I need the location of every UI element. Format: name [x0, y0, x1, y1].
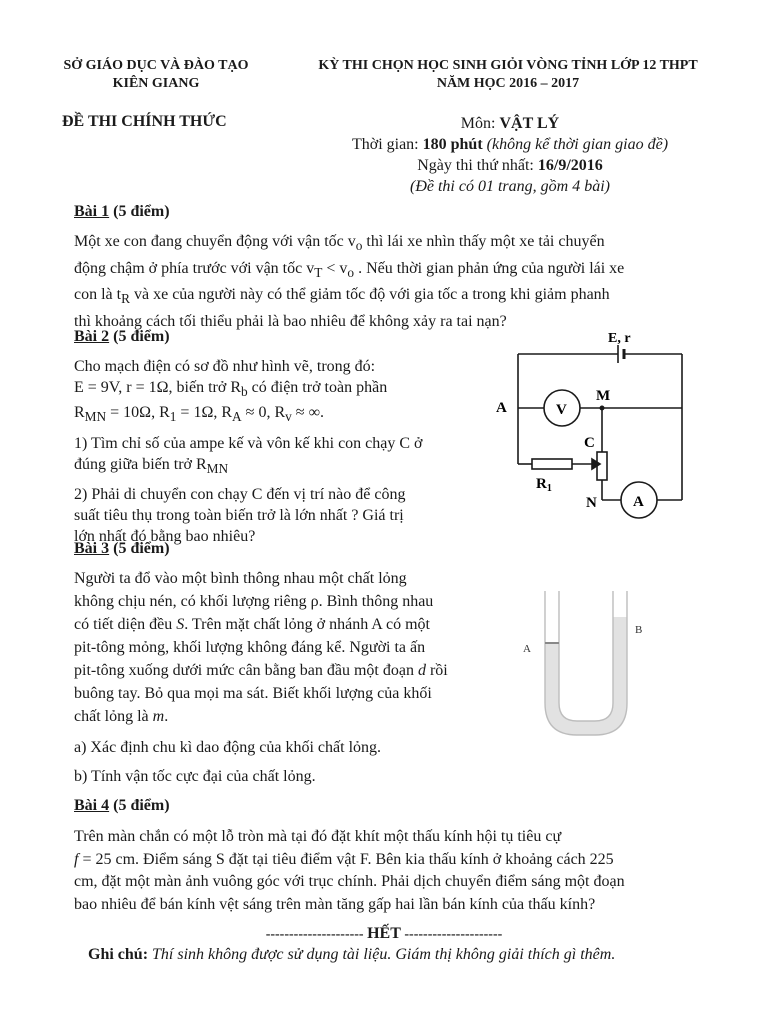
pages-note: (Đề thi có 01 trang, gồm 4 bài) — [410, 178, 610, 195]
problem-4-text — [74, 826, 699, 916]
label-voltmeter: V — [556, 402, 567, 418]
subscript: MN — [84, 409, 107, 425]
variable-s: S — [176, 616, 185, 633]
problem-4-points: (5 điểm) — [113, 797, 170, 814]
problem-3-line-5 — [74, 659, 506, 682]
text-run: < v — [322, 259, 348, 277]
date-line — [300, 155, 720, 176]
footer-note — [88, 946, 615, 964]
time-value: 180 phút — [422, 136, 483, 153]
official-exam-label: ĐỀ THI CHÍNH THỨC — [62, 113, 227, 130]
text-run: thì lái xe nhìn thấy một xe tải chuyển — [362, 233, 605, 250]
variable-f: f — [74, 850, 79, 868]
problem-4-name: Bài 4 — [74, 797, 110, 814]
text-run: = 25 cm. Điểm sáng S đặt tại tiêu điểm vật F. Bên kia thấu kính ở khoảng cách 225 — [78, 850, 614, 868]
problem-2-question-2-line-1: 2) Phải di chuyển con chạy C đến vị trí nào để công — [74, 485, 406, 503]
department-line-2: KIÊN GIANG — [112, 76, 200, 91]
problem-3-line-6: buông tay. Bỏ qua mọi ma sát. Biết khối lượng của khối — [74, 685, 432, 702]
end-dashes-left: --------------------- — [265, 927, 364, 942]
problem-3-line-3 — [74, 613, 506, 636]
text-run: . — [164, 708, 169, 725]
problem-4-line-3: cm, đặt một màn ảnh vuông góc với trục chính. Phải dịch chuyển điểm sáng một đoạn — [74, 873, 625, 890]
label-node-a: A — [496, 400, 507, 416]
text-run: đúng giữa biến trở R — [74, 456, 207, 474]
text-run: E = 9V, r = 1Ω, biến trở R — [74, 379, 241, 396]
problem-3-line-7 — [74, 705, 506, 728]
text-run: . Trên mặt chất lỏng ở nhánh A có một — [184, 616, 430, 633]
problem-1-line-1 — [74, 231, 696, 258]
time-note: (không kể thời gian giao đề) — [486, 136, 669, 153]
label-r1-sub: 1 — [546, 483, 552, 494]
variable-m: m — [152, 708, 165, 725]
subscript: T — [314, 264, 323, 280]
text-run: chất lỏng là — [74, 708, 153, 725]
problem-2-line-3 — [74, 402, 474, 427]
subject-line — [300, 113, 720, 134]
problem-1-line-2 — [74, 258, 696, 285]
problem-2-name: Bài 2 — [74, 328, 110, 345]
text-run: ≈ ∞. — [291, 404, 324, 422]
label-r1-main: R — [536, 476, 547, 492]
problem-2-question-1-line-2 — [74, 454, 474, 479]
exam-title: KỲ THI CHỌN HỌC SINH GIỎI VÒNG TỈNH LỚP 12 THPT — [318, 58, 698, 73]
circuit-diagram — [490, 332, 700, 532]
text-run: . Nếu thời gian phản ứng của người lái xe — [354, 259, 625, 277]
date-value: 16/9/2016 — [537, 157, 603, 174]
problem-3-question-a: a) Xác định chu kì dao động của khối chất lỏng. — [74, 739, 382, 756]
problem-2-points: (5 điểm) — [113, 328, 170, 345]
problem-2-title — [74, 328, 170, 346]
date-label: Ngày thi thứ nhất: — [417, 157, 534, 174]
subscript: o — [347, 264, 355, 280]
label-branch-a: A — [523, 643, 531, 655]
subscript: MN — [206, 461, 229, 477]
text-run: pit-tông xuống dưới mức cân bằng ban đầu một đoạn — [74, 662, 418, 679]
department-line-1: SỞ GIÁO DỤC VÀ ĐÀO TẠO — [63, 58, 249, 73]
text-run: = 10Ω, R — [106, 404, 170, 422]
problem-2-line-1: Cho mạch điện có sơ đồ như hình vẽ, trong đó: — [74, 358, 376, 375]
text-run: động chậm ở phía trước với vận tốc v — [74, 259, 315, 277]
problem-3-title — [74, 540, 170, 558]
problem-2-question-2-line-3: lớn nhất đó bằng bao nhiêu? — [74, 527, 256, 545]
u-tube-inner-wall — [559, 591, 613, 721]
text-run: con là t — [74, 286, 122, 304]
problem-4-title — [74, 797, 170, 815]
problem-1-text — [74, 231, 696, 334]
problem-1-name: Bài 1 — [74, 203, 110, 220]
label-branch-b: B — [635, 624, 643, 636]
problem-1-line-3 — [74, 284, 696, 311]
slider-arrow — [592, 459, 600, 469]
problem-3-text — [74, 567, 506, 728]
problem-2-question-1-line-1: 1) Tìm chỉ số của ampe kế và vôn kế khi con chạy C ở — [74, 435, 423, 453]
u-tube-diagram — [515, 585, 665, 745]
department-header — [46, 57, 266, 93]
problem-3-question-b: b) Tính vận tốc cực đại của chất lỏng. — [74, 768, 316, 785]
subscript: R — [121, 291, 130, 307]
time-label: Thời gian: — [351, 136, 419, 153]
subscript: b — [240, 384, 248, 400]
school-year: NĂM HỌC 2016 – 2017 — [436, 76, 580, 91]
time-line — [300, 134, 720, 155]
subject-label: Môn: — [460, 115, 496, 132]
text-run: và xe của người này có thể giảm tốc độ với gia tốc a trong khi giảm phanh — [129, 286, 610, 304]
node-m — [600, 406, 605, 411]
text-run: có tiết diện đều — [74, 616, 177, 633]
subscript: o — [355, 238, 363, 254]
text-run: R — [74, 404, 85, 422]
note-text: Thí sinh không được sử dụng tài liệu. Giám thị không giải thích gì thêm. — [152, 946, 616, 963]
label-slider-c: C — [584, 435, 595, 451]
subscript: 1 — [169, 409, 177, 425]
problem-4-line-2 — [74, 849, 699, 872]
label-r1 — [536, 476, 552, 494]
exam-header — [268, 57, 748, 93]
rheostat — [597, 452, 607, 480]
problem-3-line-2: không chịu nén, có khối lượng riêng ρ. Bình thông nhau — [74, 593, 434, 610]
problem-1-points: (5 điểm) — [113, 203, 170, 220]
subject-value: VẬT LÝ — [499, 115, 560, 132]
resistor-r1 — [532, 459, 572, 469]
label-node-n: N — [586, 495, 597, 511]
end-dashes-right: --------------------- — [404, 927, 503, 942]
problem-1-line-4: thì khoảng cách tối thiểu phải là bao nhiêu để không xảy ra tai nạn? — [74, 313, 507, 331]
text-run: Một xe con đang chuyển động với vận tốc v — [74, 233, 356, 250]
problem-3-line-4: pit-tông mỏng, khối lượng không đáng kể. Người ta ấn — [74, 639, 426, 656]
u-tube-fill — [545, 617, 627, 735]
label-node-m: M — [596, 388, 611, 404]
problem-2-text — [74, 356, 474, 547]
problem-3-points: (5 điểm) — [113, 540, 170, 557]
problem-2-line-2 — [74, 377, 474, 402]
text-run: = 1Ω, R — [176, 404, 233, 422]
problem-4-line-4: bao nhiêu để bán kính vệt sáng trên màn tăng gấp hai lần bán kính của thấu kính? — [74, 895, 596, 913]
exam-info — [300, 113, 720, 197]
text-run: có điện trở toàn phần — [247, 379, 388, 396]
problem-4-line-1: Trên màn chắn có một lỗ tròn mà tại đó đặt khít một thấu kính hội tụ tiêu cự — [74, 828, 562, 845]
subscript: v — [285, 409, 292, 425]
problem-3-name: Bài 3 — [74, 540, 110, 557]
problem-3-line-1: Người ta đổ vào một bình thông nhau một chất lỏng — [74, 570, 407, 587]
text-run: rồi — [425, 662, 448, 679]
subscript: A — [232, 409, 242, 425]
text-run: ≈ 0, R — [241, 404, 286, 422]
problem-2-question-2-line-2: suất tiêu thụ trong toàn biến trở là lớn nhất ? Giá trị — [74, 506, 404, 524]
label-er: E, r — [608, 332, 631, 346]
variable-d: d — [417, 662, 426, 679]
problem-1-title — [74, 203, 170, 221]
end-word: HẾT — [367, 925, 401, 942]
note-label: Ghi chú: — [88, 946, 149, 963]
end-marker — [0, 925, 768, 943]
label-ammeter: A — [633, 494, 644, 510]
